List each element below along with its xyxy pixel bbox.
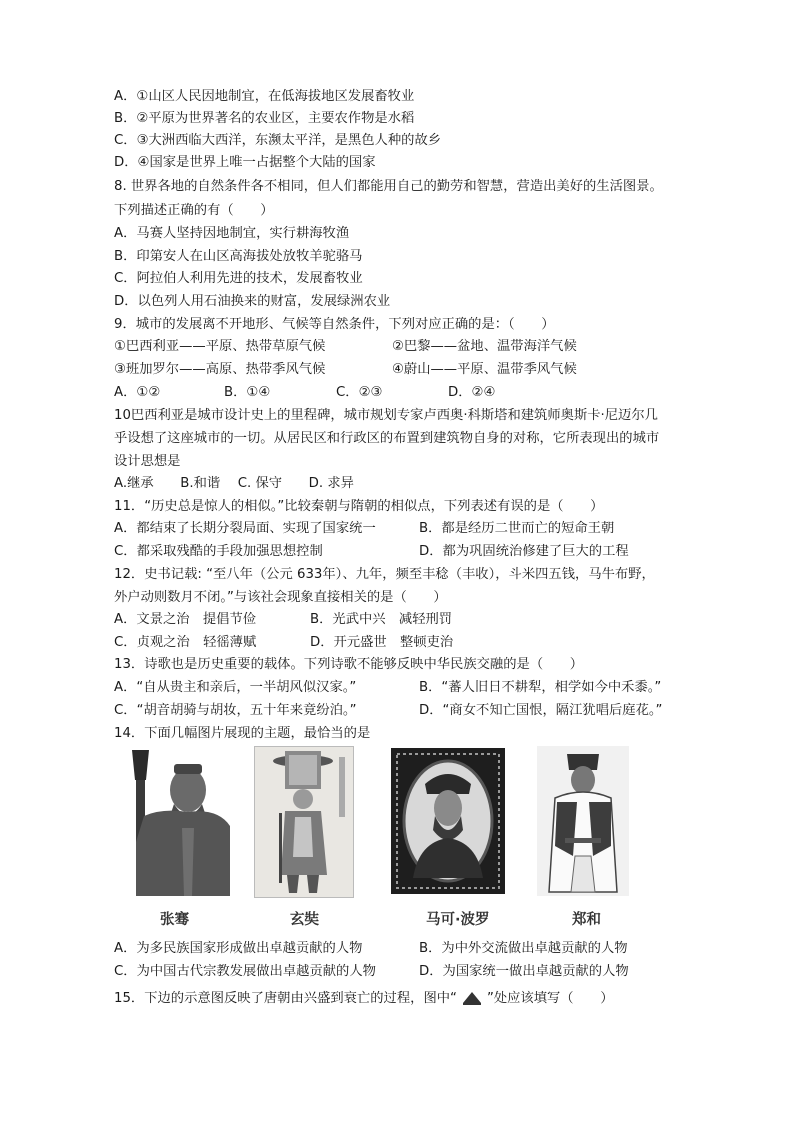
q12-option-c: C．贞观之治 轻徭薄赋 bbox=[114, 635, 257, 650]
q13-stem: 13．诗歌也是历史重要的载体。下列诗歌不能够反映中华民族交融的是（ ） bbox=[114, 657, 584, 672]
q12-stem-line2: 外户动则数月不闭。”与该社会现象直接相关的是（ ） bbox=[114, 590, 447, 605]
q9-option-c: C．②③ bbox=[336, 385, 383, 400]
xuanzang-painting-image bbox=[254, 746, 354, 898]
q11-option-d: D．都为巩固统治修建了巨大的工程 bbox=[419, 544, 629, 559]
q11-option-b: B．都是经历二世而亡的短命王朝 bbox=[419, 521, 615, 536]
q8-option-c: C．阿拉伯人利用先进的技术，发展畜牧业 bbox=[114, 271, 363, 286]
zheng-he-statue-image bbox=[537, 746, 629, 896]
q13-option-a: A．“自从贵主和亲后，一半胡风似汉家。” bbox=[114, 680, 357, 695]
q10-options: A.继承 B.和谐 C. 保守 D. 求异 bbox=[114, 476, 354, 491]
caption-zhang-qian: 张骞 bbox=[160, 912, 189, 928]
q10-stem-line2: 乎设想了这座城市的一切。从居民区和行政区的布置到建筑物自身的对称，它所表现出的城市 bbox=[114, 431, 660, 446]
q9-stem: 9．城市的发展离不开地形、气候等自然条件，下列对应正确的是：（ ） bbox=[114, 317, 555, 332]
q14-option-b: B．为中外交流做出卓越贡献的人物 bbox=[419, 941, 628, 956]
q14-option-a: A．为多民族国家形成做出卓越贡献的人物 bbox=[114, 941, 363, 956]
zhang-qian-statue-image bbox=[122, 746, 232, 896]
q8-option-b: B．印第安人在山区高海拔处放牧羊驼骆马 bbox=[114, 249, 363, 264]
q7-option-c: C．③大洲西临大西洋，东濒太平洋，是黑色人种的故乡 bbox=[114, 133, 442, 148]
q11-stem: 11．“历史总是惊人的相似。”比较秦朝与隋朝的相似点，下列表述有误的是（ ） bbox=[114, 499, 604, 514]
q15-stem-start: 15．下边的示意图反映了唐朝由兴盛到衰亡的过程，图中“ bbox=[114, 991, 457, 1006]
q12-stem-line1: 12．史书记载: “至八年（公元 633年）、九年，频至丰稔（丰收），斗米四五钱，马牛布野， bbox=[114, 567, 655, 582]
q12-option-a: A．文景之治 提倡节俭 bbox=[114, 612, 257, 627]
q10-stem-line1: 10巴西利亚是城市设计史上的里程碑，城市规划专家卢西奥·科斯塔和建筑师奥斯卡·尼迈尔几 bbox=[114, 408, 658, 423]
q9-item-3: ③班加罗尔——高原、热带季风气候 bbox=[114, 362, 326, 377]
q7-option-b: B．②平原为世界著名的农业区，主要农作物是水稻 bbox=[114, 111, 415, 126]
q9-option-b: B．①④ bbox=[224, 385, 271, 400]
triangle-marker-icon bbox=[463, 992, 481, 1003]
q7-option-d: D．④国家是世界上唯一占据整个大陆的国家 bbox=[114, 155, 376, 170]
q8-option-a: A．马赛人坚持因地制宜，实行耕海牧渔 bbox=[114, 226, 350, 241]
q11-option-a: A．都结束了长期分裂局面、实现了国家统一 bbox=[114, 521, 376, 536]
q9-item-1: ①巴西利亚——平原、热带草原气候 bbox=[114, 339, 326, 354]
q12-option-d: D．开元盛世 整顿吏治 bbox=[310, 635, 454, 650]
q10-stem-line3: 设计思想是 bbox=[114, 454, 181, 469]
q15-stem bbox=[114, 988, 614, 1010]
q14-stem: 14．下面几幅图片展现的主题，最恰当的是 bbox=[114, 726, 371, 741]
caption-marco-polo: 马可·波罗 bbox=[426, 912, 490, 928]
caption-xuanzang: 玄奘 bbox=[290, 912, 319, 928]
q9-item-4: ④蔚山——平原、温带季风气候 bbox=[392, 362, 577, 377]
caption-zheng-he: 郑和 bbox=[572, 912, 601, 928]
q8-stem-line2: 下列描述正确的有（ ） bbox=[114, 203, 274, 218]
q15-stem-end: ”处应该填写（ ） bbox=[486, 991, 614, 1006]
q9-option-d: D．②④ bbox=[448, 385, 496, 400]
q11-option-c: C．都采取残酷的手段加强思想控制 bbox=[114, 544, 323, 559]
q13-option-d: D．“商女不知亡国恨，隔江犹唱后庭花。” bbox=[419, 703, 663, 718]
q14-option-c: C．为中国古代宗教发展做出卓越贡献的人物 bbox=[114, 964, 376, 979]
q14-option-d: D．为国家统一做出卓越贡献的人物 bbox=[419, 964, 629, 979]
q9-option-a: A．①② bbox=[114, 385, 161, 400]
q12-option-b: B．光武中兴 减轻刑罚 bbox=[310, 612, 453, 627]
q13-option-b: B．“蕃人旧日不耕犁，相学如今中禾黍。” bbox=[419, 680, 662, 695]
q13-option-c: C．“胡音胡骑与胡妆，五十年来竟纷泊。” bbox=[114, 703, 357, 718]
q7-option-a: A．①山区人民因地制宜，在低海拔地区发展畜牧业 bbox=[114, 89, 415, 104]
q9-item-2: ②巴黎——盆地、温带海洋气候 bbox=[392, 339, 577, 354]
marco-polo-portrait-image bbox=[389, 746, 507, 896]
q8-option-d: D．以色列人用石油换来的财富，发展绿洲农业 bbox=[114, 294, 391, 309]
q8-stem-line1: 8. 世界各地的自然条件各不相同，但人们都能用自己的勤劳和智慧，营造出美好的生活图景。 bbox=[114, 179, 663, 194]
